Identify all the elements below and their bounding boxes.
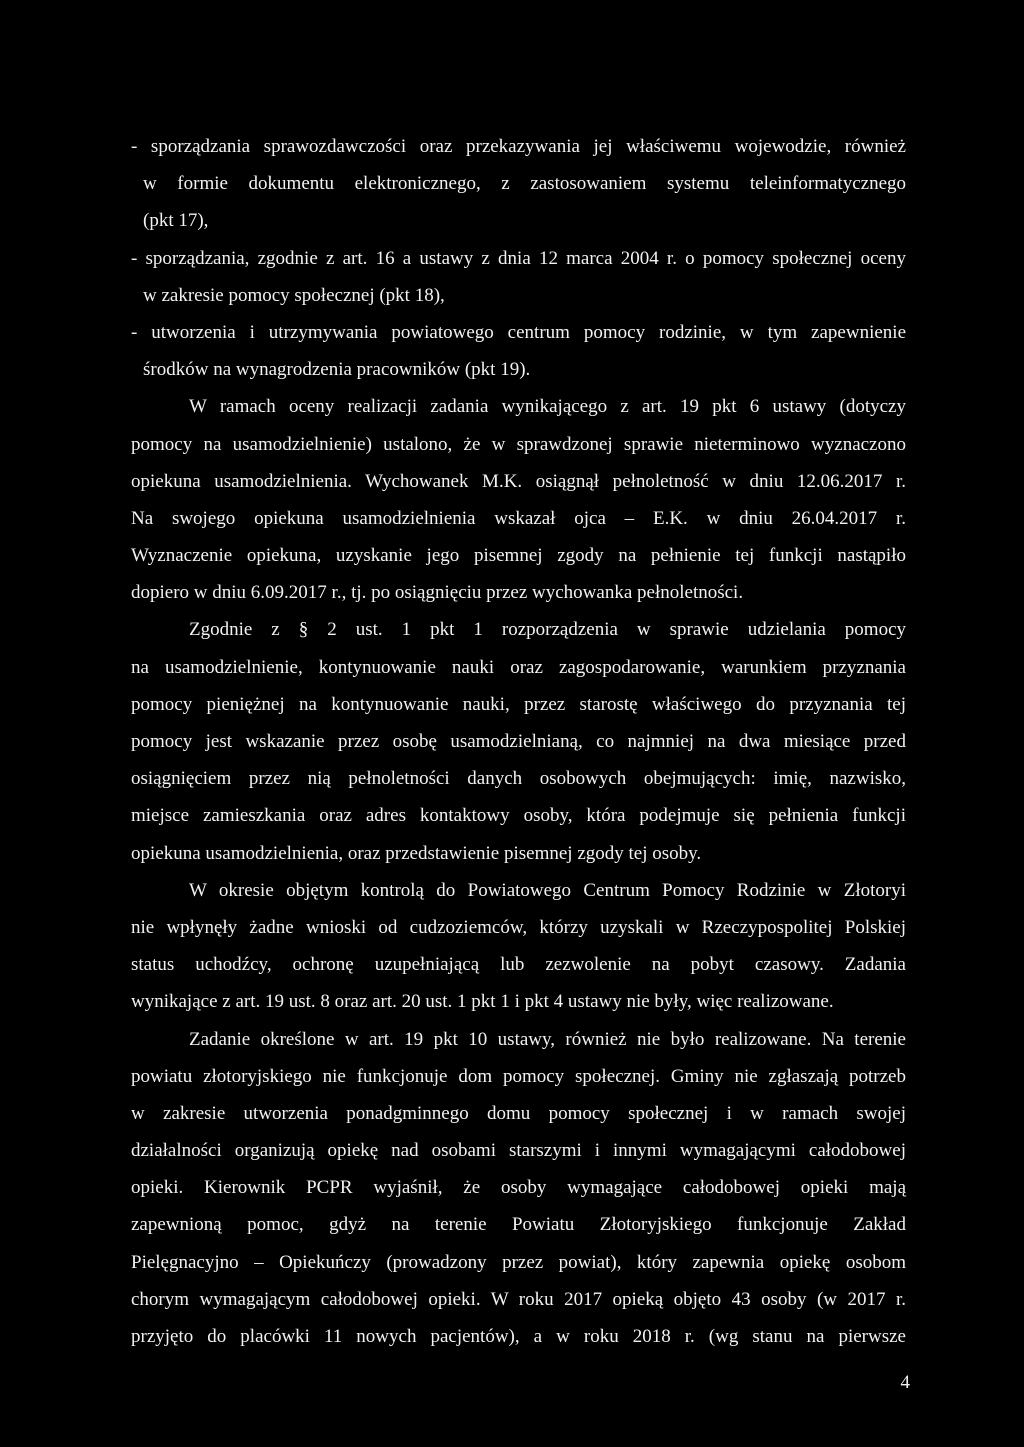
text-line: Pielęgnacyjno – Opiekuńczy (prowadzony przez powiat), który zapewnia opiekę osobom: [131, 1251, 906, 1273]
text-line: nie wpłynęły żadne wnioski od cudzoziemców, którzy uzyskali w Rzeczypospolitej Polskiej: [131, 916, 906, 938]
page-number: 4: [900, 1372, 910, 1393]
text-line: Na swojego opiekuna usamodzielnienia wskazał ojca – E.K. w dniu 26.04.2017 r.: [131, 507, 906, 529]
text-line: wynikające z art. 19 ust. 8 oraz art. 20 ust. 1 pkt 1 i pkt 4 ustawy nie były, więc realizowane.: [131, 991, 834, 1013]
text-line: na usamodzielnienie, kontynuowanie nauki oraz zagospodarowanie, warunkiem przyznania: [131, 656, 906, 678]
text-line: miejsce zamieszkania oraz adres kontaktowy osoby, która podejmuje się pełnienia funkcji: [131, 805, 906, 827]
text-line: opiekuna usamodzielnienia. Wychowanek M.K. osiągnął pełnoletność w dniu 12.06.2017 r.: [131, 470, 906, 492]
text-line: Wyznaczenie opiekuna, uzyskanie jego pisemnej zgody na pełnienie tej funkcji nastąpiło: [131, 545, 906, 567]
text-line: - utworzenia i utrzymywania powiatowego centrum pomocy rodzinie, w tym zapewnienie: [131, 321, 906, 343]
text-line: osiągnięciem przez nią pełnoletności danych osobowych obejmujących: imię, nazwisko,: [131, 768, 906, 790]
text-line: w zakresie utworzenia ponadgminnego domu pomocy społecznej i w ramach swojej: [131, 1102, 906, 1124]
text-line: w formie dokumentu elektronicznego, z zastosowaniem systemu teleinformatycznego: [143, 173, 906, 195]
text-line: działalności organizują opiekę nad osobami starszymi i innymi wymagającymi całodobowej: [131, 1140, 906, 1162]
text-line: W okresie objętym kontrolą do Powiatowego Centrum Pomocy Rodzinie w Złotoryi: [189, 879, 906, 901]
text-line: opiekuna usamodzielnienia, oraz przedstawienie pisemnej zgody tej osoby.: [131, 842, 702, 864]
document-body: [131, 128, 906, 1355]
text-line: w zakresie pomocy społecznej (pkt 18),: [143, 284, 445, 306]
text-line: Zgodnie z § 2 ust. 1 pkt 1 rozporządzenia w sprawie udzielania pomocy: [189, 619, 906, 641]
text-line: W ramach oceny realizacji zadania wynikającego z art. 19 pkt 6 ustawy (dotyczy: [189, 396, 906, 418]
text-line: - sporządzania sprawozdawczości oraz przekazywania jej właściwemu wojewodzie, również: [131, 136, 906, 157]
text-line: środków na wynagrodzenia pracowników (pkt 19).: [143, 359, 531, 381]
text-line: (pkt 17),: [143, 210, 209, 232]
text-line: pomocy na usamodzielnienie) ustalono, że w sprawdzonej sprawie nieterminowo wyznaczono: [131, 433, 906, 455]
text-line: chorym wymagającym całodobowej opieki. W roku 2017 opieką objęto 43 osoby (w 2017 r.: [131, 1288, 906, 1310]
text-line: zapewnioną pomoc, gdyż na terenie Powiatu Złotoryjskiego funkcjonuje Zakład: [131, 1214, 906, 1236]
text-line: opieki. Kierownik PCPR wyjaśnił, że osoby wymagające całodobowej opieki mają: [131, 1177, 906, 1199]
text-line: Zadanie określone w art. 19 pkt 10 ustawy, również nie było realizowane. Na terenie: [189, 1028, 906, 1050]
text-line: pomocy pieniężnej na kontynuowanie nauki, przez starostę właściwego do przyznania tej: [131, 693, 906, 715]
text-line: dopiero w dniu 6.09.2017 r., tj. po osiągnięciu przez wychowanka pełnoletności.: [131, 582, 744, 604]
text-line: przyjęto do placówki 11 nowych pacjentów), a w roku 2018 r. (wg stanu na pierwsze: [131, 1326, 906, 1347]
text-line: pomocy jest wskazanie przez osobę usamodzielnianą, co najmniej na dwa miesiące przed: [131, 731, 906, 752]
text-line: powiatu złotoryjskiego nie funkcjonuje dom pomocy społecznej. Gminy nie zgłaszają potrzeb: [131, 1065, 906, 1087]
text-line: - sporządzania, zgodnie z art. 16 a ustawy z dnia 12 marca 2004 r. o pomocy społecznej oceny: [131, 247, 906, 269]
text-line: status uchodźcy, ochronę uzupełniającą lub zezwolenie na pobyt czasowy. Zadania: [131, 954, 906, 976]
